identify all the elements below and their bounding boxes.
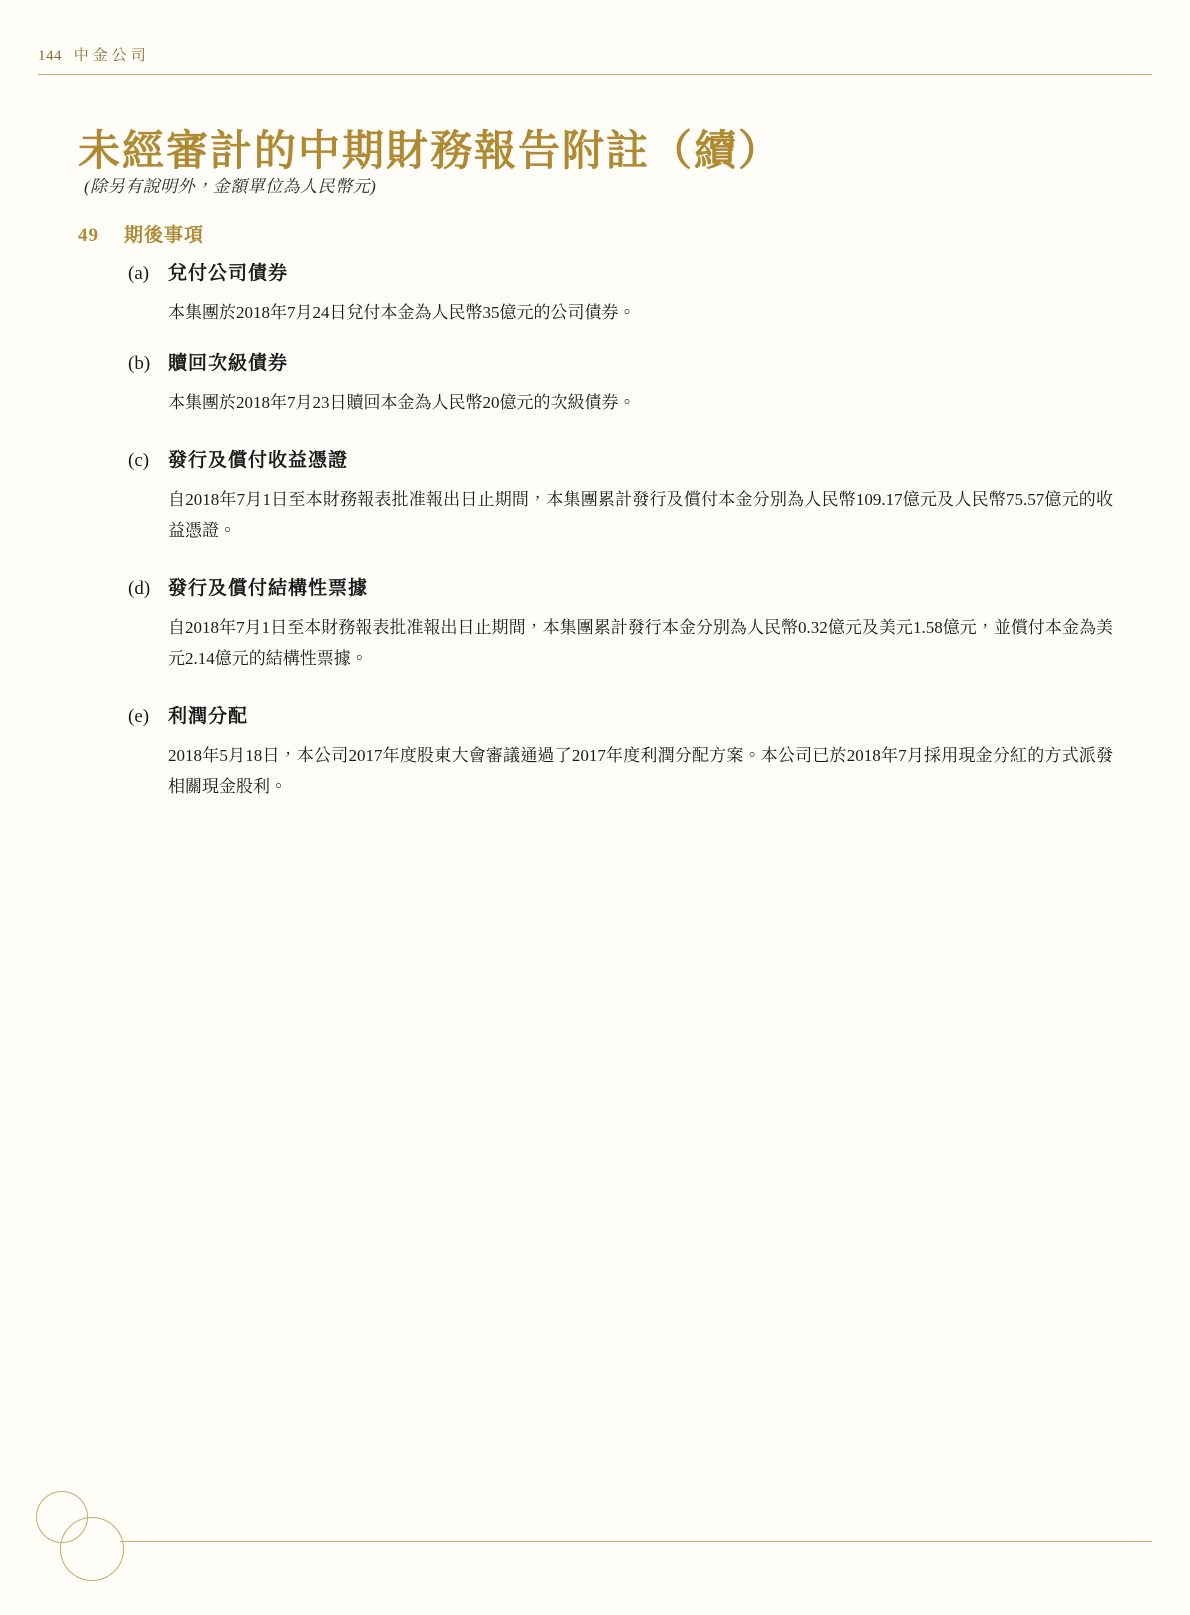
item-label: (c) (128, 449, 150, 471)
item-title: 贖回次級債券 (168, 353, 289, 375)
item-title: 發行及償付收益憑證 (168, 449, 349, 471)
item-body: 自2018年7月1日至本財務報表批准報出日止期間，本集團累計發行本金分別為人民幣0.32億元及美元1.58億元，並償付本金為美元2.14億元的結構性票據。 (168, 617, 1113, 669)
list-item (128, 258, 1148, 328)
item-title: 兌付公司債券 (168, 263, 289, 284)
circles-decoration-icon (34, 1489, 144, 1601)
item-heading (128, 258, 1148, 285)
page-title: 未經審計的中期財務報告附註（續） (78, 129, 783, 176)
item-body: 本集團於2018年7月24日兌付本金為人民幣35億元的公司債券。 (168, 303, 636, 322)
item-heading (128, 573, 1148, 600)
circle-large-icon (60, 1517, 124, 1581)
note-items-list (128, 258, 1148, 823)
item-heading (128, 701, 1148, 728)
note-title: 期後事項 (124, 225, 205, 246)
item-title: 利潤分配 (168, 705, 249, 727)
item-label: (a) (128, 263, 150, 284)
item-label: (d) (128, 577, 151, 599)
note-number: 49 (78, 225, 99, 246)
item-body: 自2018年7月1日至本財務報表批准報出日止期間，本集團累計發行及償付本金分別為人民幣109.17億元及人民幣75.57億元的收益憑證。 (168, 489, 1113, 541)
item-body: 2018年5月18日，本公司2017年度股東大會審議通過了2017年度利潤分配方案。本公司已於2018年7月採用現金分紅的方式派發相關現金股利。 (168, 745, 1113, 797)
footer-divider (120, 1541, 1152, 1542)
header-divider (38, 74, 1152, 75)
item-label: (b) (128, 353, 151, 375)
list-item (128, 573, 1148, 675)
header-page-number: 144 (38, 48, 62, 64)
header-company-name: 中金公司 (73, 48, 150, 64)
item-title: 發行及償付結構性票據 (168, 577, 369, 599)
note-heading (78, 220, 204, 247)
page-header (0, 0, 1190, 76)
list-item (128, 445, 1148, 547)
header-label (38, 44, 150, 65)
list-item (128, 701, 1148, 803)
page-subtitle: (除另有說明外，金額單位為人民幣元) (84, 177, 377, 196)
list-item (128, 348, 1148, 418)
item-body: 本集團於2018年7月23日贖回本金為人民幣20億元的次級債券。 (168, 393, 636, 413)
item-heading (128, 348, 1148, 375)
item-label: (e) (128, 705, 150, 727)
item-heading (128, 445, 1148, 472)
